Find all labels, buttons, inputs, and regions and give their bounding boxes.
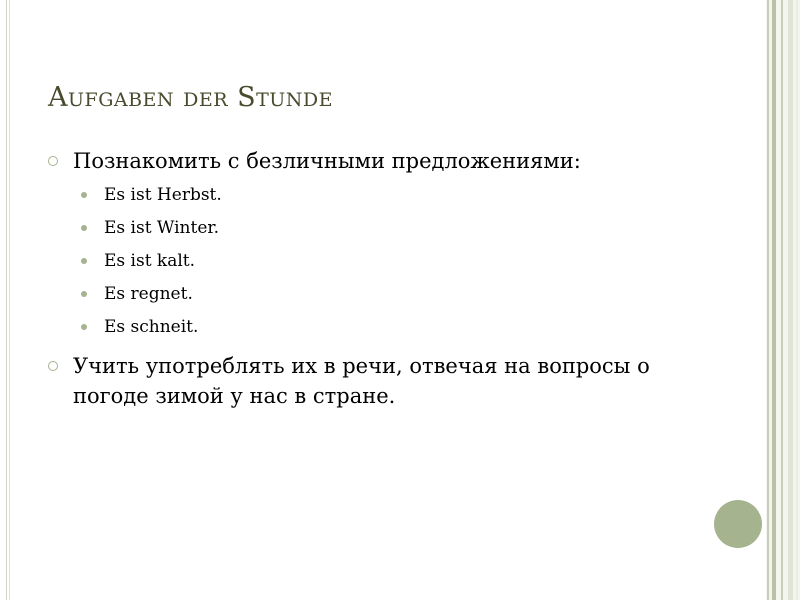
sub-bullet-list	[73, 184, 688, 339]
left-border-line-inner	[9, 0, 10, 600]
hollow-bullet-icon	[48, 361, 58, 371]
bullet-text: Учить употреблять их в речи, отвечая на вопросы о погоде зимой у нас в стране.	[73, 354, 650, 408]
bullet-item	[48, 351, 688, 411]
sub-bullet-text: Es schneit.	[104, 317, 199, 337]
right-stripe	[796, 0, 798, 600]
bullet-item	[48, 146, 688, 339]
dot-bullet-icon	[81, 225, 87, 231]
dot-bullet-icon	[81, 192, 87, 198]
sub-bullet-text: Es ist Winter.	[104, 218, 220, 238]
bullet-text: Познакомить с безличными предложениями:	[73, 149, 581, 173]
sub-bullet-item	[79, 184, 688, 207]
dot-bullet-icon	[81, 291, 87, 297]
dot-bullet-icon	[81, 324, 87, 330]
sub-bullet-text: Es regnet.	[104, 284, 193, 304]
sub-bullet-text: Es ist Herbst.	[104, 185, 222, 205]
right-stripe	[788, 0, 793, 600]
sub-bullet-item	[79, 250, 688, 273]
sub-bullet-item	[79, 283, 688, 306]
right-stripe	[772, 0, 776, 600]
slide-title: Aufgaben der Stunde	[48, 82, 334, 113]
left-border-line	[6, 0, 7, 600]
decorative-circle	[714, 500, 762, 548]
right-stripe	[767, 0, 769, 600]
dot-bullet-icon	[81, 258, 87, 264]
sub-bullet-item	[79, 217, 688, 240]
hollow-bullet-icon	[48, 156, 58, 166]
bullet-list	[48, 146, 688, 411]
sub-bullet-item	[79, 316, 688, 339]
sub-bullet-text: Es ist kalt.	[104, 251, 196, 271]
right-stripe	[781, 0, 783, 600]
